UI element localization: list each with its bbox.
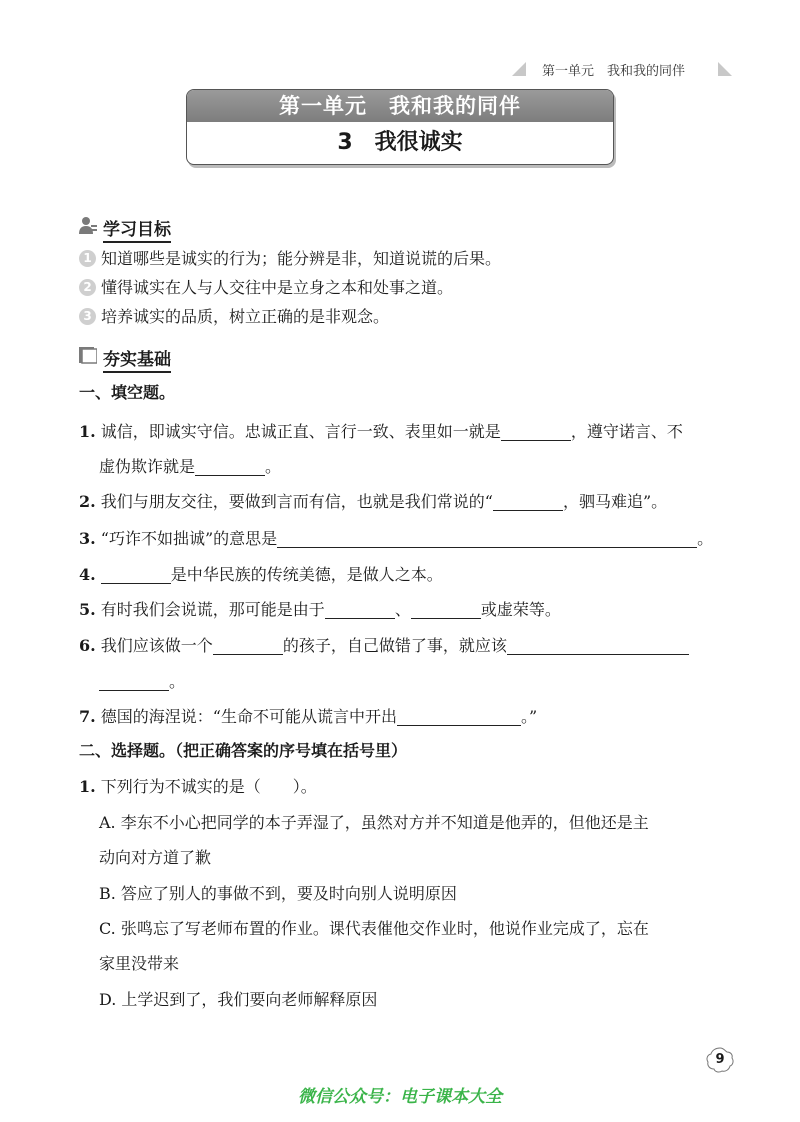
question-text: 我们与朋友交往，要做到言而有信，也就是我们常说的“	[100, 492, 493, 511]
question-text: 是中华民族的传统美德，是做人之本。	[170, 565, 443, 584]
question-text: 诚信，即诚实守信。忠诚正直、言行一致、表里如一就是	[100, 422, 501, 441]
question-number: 1.	[79, 422, 96, 441]
objective-text: 懂得诚实在人与人交往中是立身之本和处事之道。	[101, 278, 454, 297]
question-text: ，遵守诺言、不	[570, 422, 683, 441]
basics-heading	[79, 343, 239, 369]
answer-blank[interactable]	[411, 600, 481, 619]
question-number: 2.	[79, 492, 96, 511]
choice-option-d[interactable]: D. 上学迟到了，我们要向老师解释原因	[99, 990, 378, 1009]
answer-blank[interactable]	[101, 565, 171, 584]
question-text: 。	[697, 529, 714, 548]
answer-blank[interactable]	[501, 422, 571, 441]
question-number: 7.	[79, 707, 96, 726]
basics-heading-label: 夯实基础	[103, 345, 171, 373]
question-2	[79, 490, 667, 516]
answer-blank[interactable]	[99, 672, 169, 691]
choice-option-c-line-1[interactable]: C. 张鸣忘了写老师布置的作业。课代表催他交作业时，他说作业完成了，忘在	[99, 919, 649, 938]
page-number: 9	[715, 1052, 725, 1067]
answer-blank[interactable]	[397, 707, 521, 726]
question-5	[79, 598, 561, 624]
choice-question-1-stem	[79, 775, 317, 801]
objectives-heading	[79, 213, 239, 239]
question-text: 。”	[520, 707, 538, 726]
question-number: 4.	[79, 565, 96, 584]
choice-option-a-line-1[interactable]: A. 李东不小心把同学的本子弄湿了，虽然对方并不知道是他弄的，但他还是主	[99, 813, 649, 832]
page-number-badge	[705, 1046, 735, 1074]
question-1-line-2	[99, 455, 281, 481]
question-text: 的孩子，自己做错了事，就应该	[282, 636, 507, 655]
objective-number: 2	[79, 279, 96, 296]
footer-watermark: 微信公众号：电子课本大全	[298, 1087, 502, 1107]
question-3	[79, 527, 739, 553]
choice-option-c-line-2[interactable]: 家里没带来	[99, 954, 180, 973]
objective-number: 3	[79, 308, 96, 325]
part1-heading: 一、填空题。	[79, 383, 176, 402]
unit-title: 第一单元 我和我的同伴	[187, 90, 613, 122]
objective-number: 1	[79, 250, 96, 267]
question-text: “巧诈不如拙诚”的意思是	[100, 529, 278, 548]
objective-text: 培养诚实的品质，树立正确的是非观念。	[101, 307, 390, 326]
triangle-decoration-right	[718, 62, 732, 76]
objective-text: 知道哪些是诚实的行为；能分辨是非，知道说谎的后果。	[101, 249, 502, 268]
question-text: 。	[265, 457, 282, 476]
question-text: 虚伪欺诈就是	[99, 457, 196, 476]
question-number: 5.	[79, 600, 96, 619]
answer-blank[interactable]	[325, 600, 395, 619]
lesson-title: 3 我很诚实	[337, 130, 463, 155]
question-4	[79, 563, 443, 589]
question-text: 或虚荣等。	[480, 600, 561, 619]
question-text: 。	[169, 672, 186, 691]
question-6-line-1	[79, 634, 689, 660]
question-1-line-1	[79, 420, 683, 446]
question-7	[79, 705, 537, 731]
answer-blank[interactable]	[277, 529, 697, 548]
question-text: 下列行为不诚实的是（ ）。	[100, 777, 317, 796]
objectives-heading-label: 学习目标	[103, 215, 171, 243]
question-text: 有时我们会说谎，那可能是由于	[100, 600, 325, 619]
answer-blank[interactable]	[493, 492, 563, 511]
question-6-line-2	[99, 670, 185, 696]
answer-blank[interactable]	[195, 457, 265, 476]
question-text: 德国的海涅说：“生命不可能从谎言中开出	[100, 707, 397, 726]
question-text: 、	[394, 600, 411, 619]
question-number: 1.	[79, 777, 96, 796]
running-header	[512, 60, 732, 80]
question-number: 6.	[79, 636, 96, 655]
answer-blank[interactable]	[507, 636, 689, 655]
part2-heading: 二、选择题。（把正确答案的序号填在括号里）	[79, 741, 408, 760]
title-box	[186, 89, 614, 165]
triangle-decoration-left	[512, 62, 526, 76]
choice-option-b[interactable]: B. 答应了别人的事做不到，要及时向别人说明原因	[99, 884, 457, 903]
question-text: 我们应该做一个	[100, 636, 213, 655]
book-icon	[79, 346, 97, 364]
person-icon	[79, 216, 97, 234]
question-text: ，驷马难追”。	[562, 492, 668, 511]
question-number: 3.	[79, 529, 96, 548]
answer-blank[interactable]	[213, 636, 283, 655]
choice-option-a-line-2[interactable]: 动向对方道了歉	[99, 848, 212, 867]
running-header-text: 第一单元 我和我的同伴	[542, 64, 686, 79]
